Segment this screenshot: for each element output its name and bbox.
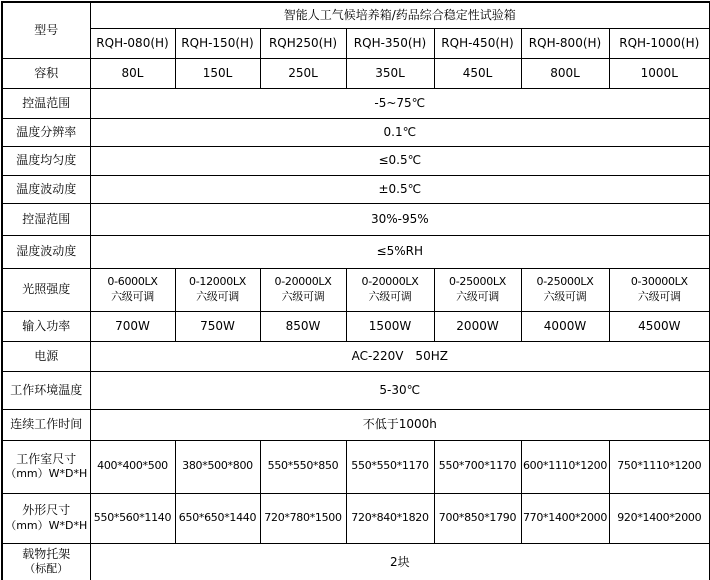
overall-size-cell: 700*850*1790 [434,493,521,543]
humidity-fluctuation-value: ≤5%RH [90,235,710,268]
light-intensity-cell [521,268,609,311]
chamber-size-cell: 550*550*850 [260,440,346,493]
input-power-cell: 4000W [521,311,609,341]
row-power-supply [2,341,710,371]
volume-cell: 800L [521,58,609,88]
temp-range-label: 控温范围 [2,88,90,118]
chamber-size-cell: 400*400*500 [90,440,175,493]
chamber-size-cell: 550*700*1170 [434,440,521,493]
row-chamber-size [2,440,710,493]
model-cell: RQH-150(H) [175,28,260,58]
overall-size-cell: 720*840*1820 [346,493,434,543]
chamber-size-cell: 750*1110*1200 [609,440,710,493]
input-power-label: 输入功率 [2,311,90,341]
input-power-cell: 850W [260,311,346,341]
shelf-value: 2块 [90,543,710,580]
working-env-temp-label: 工作环境温度 [2,371,90,409]
input-power-cell: 1500W [346,311,434,341]
light-intensity-cell [90,268,175,311]
light-note: 六级可调 [111,289,154,303]
working-env-temp-value: 5-30℃ [90,371,710,409]
table-title: 智能人工气候培养箱/药品综合稳定性试验箱 [90,2,710,28]
row-continuous-time [2,409,710,440]
temp-uniformity-label: 温度均匀度 [2,146,90,175]
temp-resolution-label: 温度分辨率 [2,118,90,146]
row-working-env-temp [2,371,710,409]
light-range: 0-12000LX [189,274,246,288]
light-note: 六级可调 [196,289,239,303]
temp-fluctuation-label: 温度波动度 [2,175,90,203]
row-temp-range [2,88,710,118]
row-temp-uniformity [2,146,710,175]
shelf-label-main: 载物托架 [22,547,71,562]
row-title [2,2,710,28]
shelf-label-sub: （标配） [24,562,69,576]
model-cell: RQH-1000(H) [609,28,710,58]
continuous-time-value: 不低于1000h [90,409,710,440]
temp-range-value: -5~75℃ [90,88,710,118]
row-temp-fluctuation [2,175,710,203]
input-power-cell: 4500W [609,311,710,341]
light-intensity-cell [175,268,260,311]
light-note: 六级可调 [281,289,325,303]
chamber-size-label-sub: （mm）W*D*H [5,467,88,481]
light-range: 0-6000LX [107,274,158,288]
light-note: 六级可调 [456,289,499,303]
power-supply-label: 电源 [2,341,90,371]
volume-cell: 1000L [609,58,710,88]
model-row-label: 型号 [2,2,90,58]
row-temp-resolution [2,118,710,146]
chamber-size-cell: 600*1110*1200 [521,440,609,493]
light-range: 0-30000LX [630,274,688,288]
volume-label: 容积 [2,58,90,88]
overall-size-cell: 920*1400*2000 [609,493,710,543]
spec-table [1,1,710,580]
overall-size-label [2,493,90,543]
row-input-power [2,311,710,341]
row-models [2,28,710,58]
row-volume [2,58,710,88]
light-note: 六级可调 [368,289,412,303]
overall-size-cell: 770*1400*2000 [521,493,609,543]
volume-cell: 450L [434,58,521,88]
temp-resolution-value: 0.1℃ [90,118,710,146]
light-range: 0-25000LX [449,274,506,288]
humidity-range-value: 30%-95% [90,203,710,235]
light-intensity-cell [434,268,521,311]
model-cell: RQH-450(H) [434,28,521,58]
row-humidity-range [2,203,710,235]
power-supply-value: AC-220V 50HZ [90,341,710,371]
row-overall-size [2,493,710,543]
light-note: 六级可调 [543,289,587,303]
continuous-time-label: 连续工作时间 [2,409,90,440]
overall-size-cell: 720*780*1500 [260,493,346,543]
row-shelf [2,543,710,580]
temp-uniformity-value: ≤0.5℃ [90,146,710,175]
input-power-cell: 750W [175,311,260,341]
light-range: 0-25000LX [536,274,594,288]
light-intensity-cell [609,268,710,311]
light-intensity-label: 光照强度 [2,268,90,311]
model-cell: RQH-800(H) [521,28,609,58]
model-cell: RQH250(H) [260,28,346,58]
chamber-size-label-main: 工作室尺寸 [16,451,77,466]
volume-cell: 80L [90,58,175,88]
model-cell: RQH-350(H) [346,28,434,58]
light-note: 六级可调 [637,289,681,303]
input-power-cell: 2000W [434,311,521,341]
input-power-cell: 700W [90,311,175,341]
volume-cell: 250L [260,58,346,88]
overall-size-cell: 650*650*1440 [175,493,260,543]
overall-size-label-main: 外形尺寸 [22,503,71,518]
volume-cell: 150L [175,58,260,88]
overall-size-cell: 550*560*1140 [90,493,175,543]
light-range: 0-20000LX [274,274,332,288]
temp-fluctuation-value: ±0.5℃ [90,175,710,203]
chamber-size-label [2,440,90,493]
chamber-size-cell: 550*550*1170 [346,440,434,493]
row-humidity-fluctuation [2,235,710,268]
humidity-fluctuation-label: 湿度波动度 [2,235,90,268]
row-light-intensity [2,268,710,311]
overall-size-label-sub: （mm）W*D*H [5,518,88,532]
light-intensity-cell [346,268,434,311]
humidity-range-label: 控湿范围 [2,203,90,235]
chamber-size-cell: 380*500*800 [175,440,260,493]
model-cell: RQH-080(H) [90,28,175,58]
light-intensity-cell [260,268,346,311]
volume-cell: 350L [346,58,434,88]
light-range: 0-20000LX [361,274,419,288]
shelf-label [2,543,90,580]
